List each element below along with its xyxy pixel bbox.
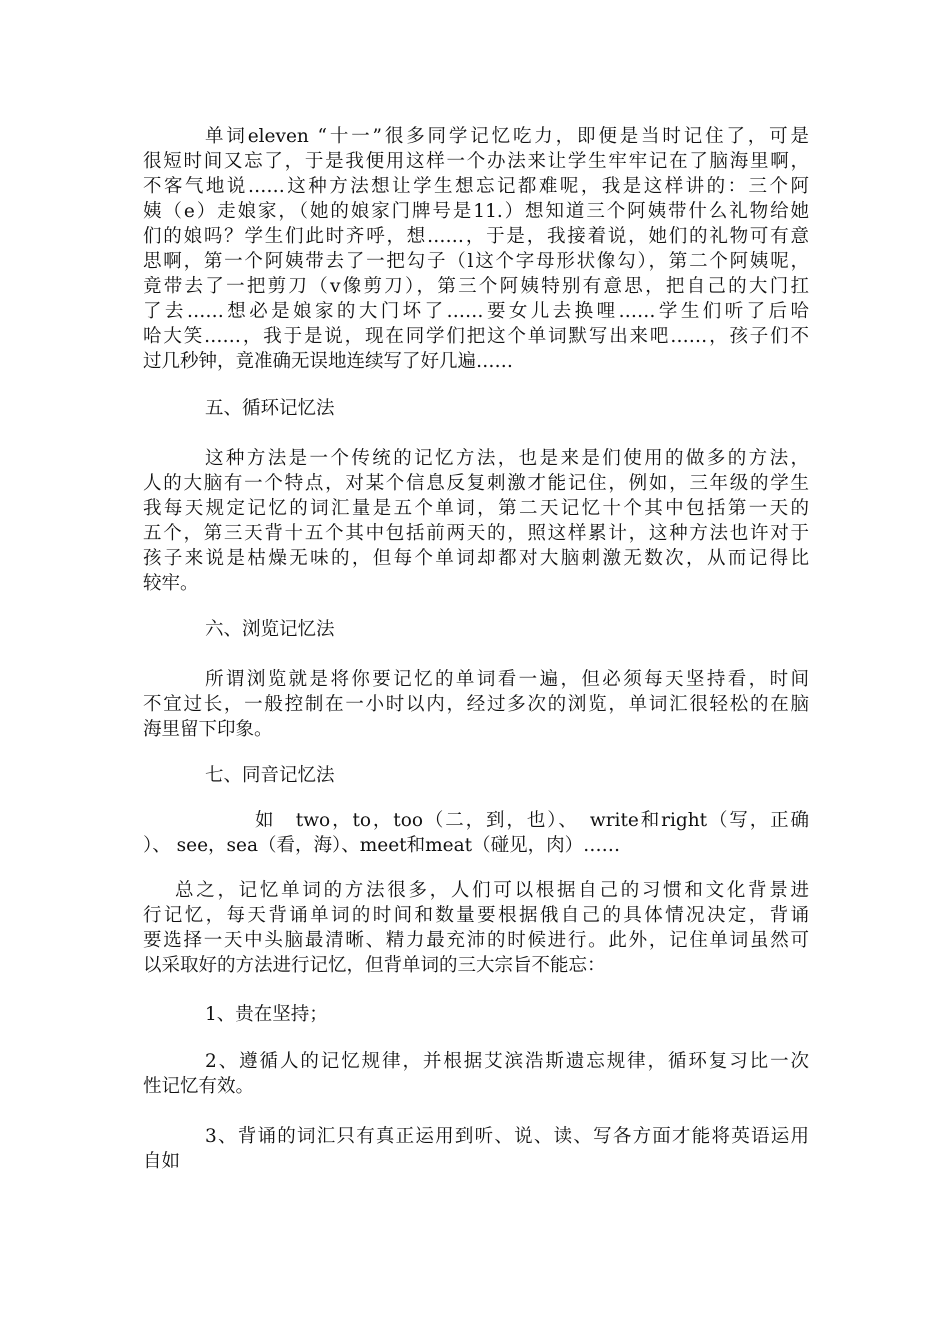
text-line: 较牢。 <box>143 573 199 594</box>
section-heading-6 <box>143 617 809 642</box>
paragraph-homophones <box>143 808 809 858</box>
heading-text: 五、循环记忆法 <box>205 398 335 419</box>
section-heading-5 <box>143 396 809 421</box>
text-line: 海里留下印象。 <box>143 719 273 740</box>
text-line: 自如 <box>143 1151 181 1172</box>
text-line: 行记忆，每天背诵单词的时间和数量要根据俄自己的具体情况决定，背诵 <box>143 905 809 926</box>
list-item-2 <box>143 1049 809 1099</box>
text-line: 单词eleven “十一”很多同学记忆吃力，即便是当时记住了，可是 <box>205 126 809 147</box>
heading-text: 六、浏览记忆法 <box>205 619 335 640</box>
paragraph-cyclic-memory <box>143 446 809 596</box>
text-line: 3、背诵的词汇只有真正运用到听、说、读、写各方面才能将英语运用 <box>205 1126 809 1147</box>
text-line: 很短时间又忘了，于是我便用这样一个办法来让学生牢牢记在了脑海里啊， <box>143 151 809 172</box>
text-line: 思啊，第一个阿姨带去了一把勾子（l这个字母形状像勾），第二个阿姨呢， <box>143 251 809 272</box>
text-line: 竟带去了一把剪刀（v像剪刀），第三个阿姨特别有意思，把自己的大门扛 <box>143 276 809 297</box>
text-line: 1、贵在坚持； <box>205 1004 328 1025</box>
text-line: 要选择一天中头脑最清晰、精力最充沛的时候进行。此外，记住单词虽然可 <box>143 930 809 951</box>
paragraph-summary <box>143 878 809 978</box>
text-line: 们的娘吗？学生们此时齐呼，想……，于是，我接着说，她们的礼物可有意 <box>143 226 809 247</box>
list-item-1 <box>143 1002 809 1027</box>
text-line: 这种方法是一个传统的记忆方法，也是来是们使用的做多的方法， <box>205 448 809 469</box>
text-line: 孩子来说是枯燥无味的，但每个单词却都对大脑刺激无数次，从而记得比 <box>143 548 809 569</box>
text-line: 以采取好的方法进行记忆，但背单词的三大宗旨不能忘： <box>143 955 606 976</box>
text-line: ）、 see，sea（看，海）、meet和meat（碰见，肉）…… <box>143 835 621 856</box>
section-heading-7 <box>143 763 809 788</box>
text-line: 哈大笑……，我于是说，现在同学们把这个单词默写出来吧……，孩子们不 <box>143 326 809 347</box>
text-line: 过几秒钟，竟准确无误地连续写了好几遍…… <box>143 351 514 372</box>
text-line: 所谓浏览就是将你要记忆的单词看一遍，但必须每天坚持看，时间 <box>205 669 809 690</box>
text-line: 不宜过长，一般控制在一小时以内，经过多次的浏览，单词汇很轻松的在脑 <box>143 694 809 715</box>
text-line: 我每天规定记忆的词汇量是五个单词，第二天记忆十个其中包括第一天的 <box>143 498 809 519</box>
heading-text: 七、同音记忆法 <box>205 765 335 786</box>
text-line: 总之，记忆单词的方法很多，人们可以根据自己的习惯和文化背景进 <box>175 880 809 901</box>
list-item-3 <box>143 1124 809 1174</box>
paragraph-eleven-story <box>143 124 809 374</box>
text-line: 如 two，to，too（二，到，也）、 write和right（写，正确 <box>255 810 809 831</box>
text-line: 性记忆有效。 <box>143 1076 255 1097</box>
text-line: 人的大脑有一个特点，对某个信息反复刺激才能记住，例如，三年级的学生 <box>143 473 809 494</box>
text-line: 了去……想必是娘家的大门坏了……要女儿去换哩……学生们听了后哈 <box>143 301 809 322</box>
text-line: 姨（e）走娘家，（她的娘家门牌号是11.）想知道三个阿姨带什么礼物给她 <box>143 201 809 222</box>
paragraph-browsing-memory <box>143 667 809 742</box>
text-line: 不客气地说……这种方法想让学生想忘记都难呢，我是这样讲的：三个阿 <box>143 176 809 197</box>
text-line: 五个，第三天背十五个其中包括前两天的，照这样累计，这种方法也许对于 <box>143 523 809 544</box>
text-line: 2、遵循人的记忆规律，并根据艾滨浩斯遗忘规律，循环复习比一次 <box>205 1051 809 1072</box>
